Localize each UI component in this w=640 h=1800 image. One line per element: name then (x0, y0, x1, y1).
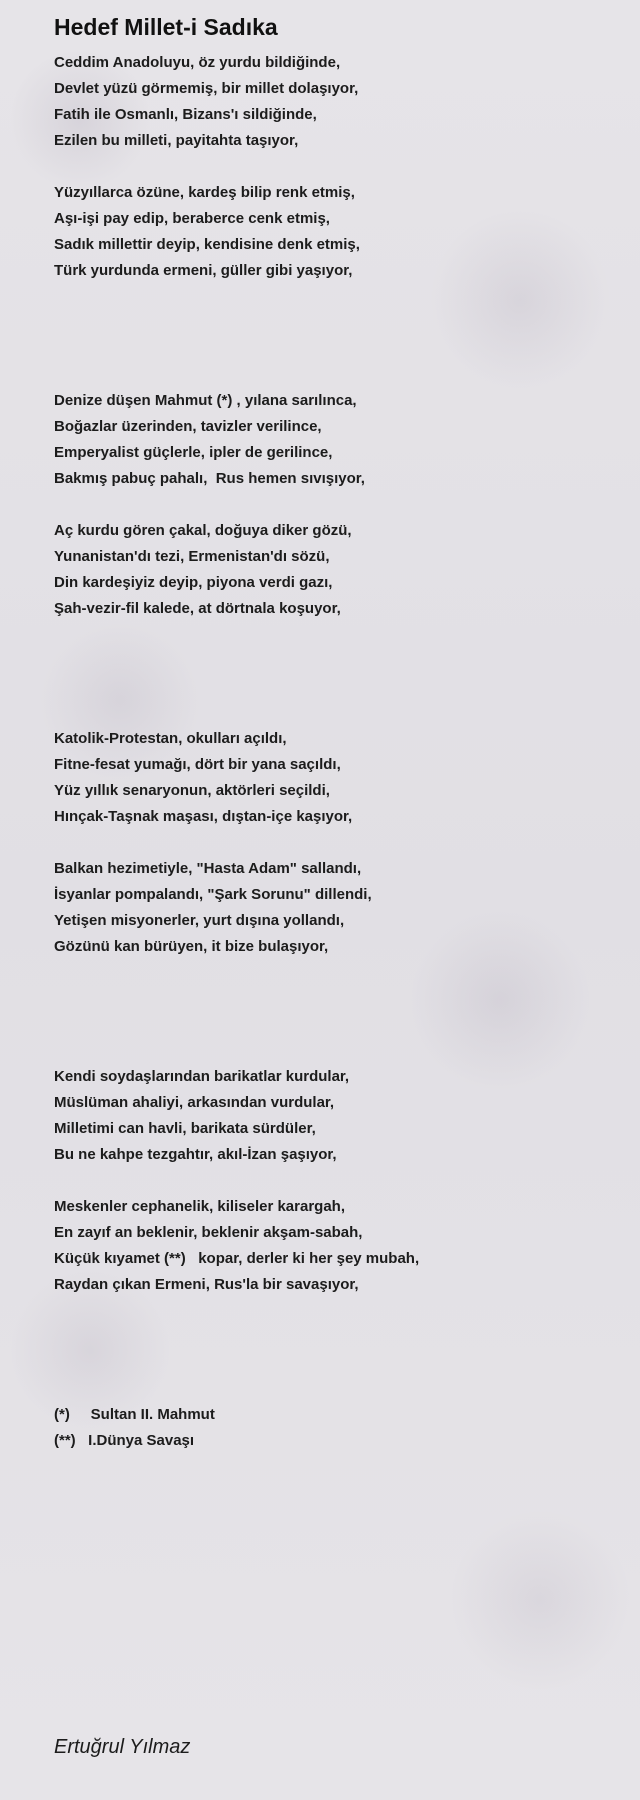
poem-line: Aşı-işi pay edip, beraberce cenk etmiş, (54, 210, 330, 227)
author-name: Ertuğrul Yılmaz (54, 1736, 191, 1758)
poem-line: Balkan hezimetiyle, "Hasta Adam" sallandı, (54, 860, 362, 877)
footnote: (**) I.Dünya Savaşı (54, 1432, 195, 1449)
poem-title: Hedef Millet-i Sadıka (54, 14, 278, 40)
poem-line: Emperyalist güçlerle, ipler de gerilince, (54, 444, 333, 461)
section-3 (54, 726, 614, 960)
section-4 (54, 1064, 614, 1298)
poem-line: İsyanlar pompalandı, "Şark Sorunu" dillendi, (54, 886, 372, 903)
poem-line: Raydan çıkan Ermeni, Rus'la bir savaşıyor, (54, 1276, 359, 1293)
section-2 (54, 388, 614, 622)
poem-line: Müslüman ahaliyi, arkasından vurdular, (54, 1094, 335, 1111)
poem-line: Aç kurdu gören çakal, doğuya diker gözü, (54, 522, 352, 539)
poem-line: Yüz yıllık senaryonun, aktörleri seçildi, (54, 782, 330, 799)
poem-line: Hınçak-Taşnak maşası, dıştan-içe kaşıyor, (54, 808, 353, 825)
stanza-3 (54, 388, 614, 492)
poem-line: Fatih ile Osmanlı, Bizans'ı sildiğinde, (54, 106, 317, 123)
poem-line: Yunanistan'dı tezi, Ermenistan'dı sözü, (54, 548, 330, 565)
poem-line: Şah-vezir-fil kalede, at dörtnala koşuyor, (54, 600, 341, 617)
stanza-4 (54, 518, 614, 622)
stanza-8 (54, 1194, 614, 1298)
poem-line: Yüzyıllarca özüne, kardeş bilip renk etmiş, (54, 184, 355, 201)
section-1 (54, 50, 614, 284)
stanza-6 (54, 856, 614, 960)
poem-line: Meskenler cephanelik, kiliseler karargah, (54, 1198, 345, 1215)
poem-line: Küçük kıyamet (**) kopar, derler ki her şey mubah, (54, 1250, 420, 1267)
poem-line: Bakmış pabuç pahalı, Rus hemen sıvışıyor, (54, 470, 365, 487)
poem-line: Yetişen misyonerler, yurt dışına yollandı, (54, 912, 345, 929)
poem-line: Boğazlar üzerinden, tavizler verilince, (54, 418, 322, 435)
poem-line: Gözünü kan bürüyen, it bize bulaşıyor, (54, 938, 329, 955)
poem-line: Devlet yüzü görmemiş, bir millet dolaşıyor, (54, 80, 359, 97)
stanza-2 (54, 180, 614, 284)
poem-line: En zayıf an beklenir, beklenir akşam-sabah, (54, 1224, 363, 1241)
poem-line: Denize düşen Mahmut (*) , yılana sarılınca, (54, 392, 357, 409)
poem-line: Türk yurdunda ermeni, güller gibi yaşıyor, (54, 262, 353, 279)
stanza-7 (54, 1064, 614, 1168)
stanza-1 (54, 50, 614, 154)
poem-line: Bu ne kahpe tezgahtır, akıl-İzan şaşıyor, (54, 1146, 337, 1163)
poem-page (54, 12, 614, 1454)
poem-line: Ezilen bu milleti, payitahta taşıyor, (54, 132, 299, 149)
footnotes (54, 1402, 614, 1454)
poem-line: Katolik-Protestan, okulları açıldı, (54, 730, 287, 747)
poem-line: Din kardeşiyiz deyip, piyona verdi gazı, (54, 574, 333, 591)
poem-line: Ceddim Anadoluyu, öz yurdu bildiğinde, (54, 54, 341, 71)
poem-line: Kendi soydaşlarından barikatlar kurdular, (54, 1068, 350, 1085)
stanza-5 (54, 726, 614, 830)
poem-line: Fitne-fesat yumağı, dört bir yana saçıldı, (54, 756, 341, 773)
poem-line: Milletimi can havli, barikata sürdüler, (54, 1120, 316, 1137)
footnote: (*) Sultan II. Mahmut (54, 1406, 215, 1423)
poem-line: Sadık millettir deyip, kendisine denk etmiş, (54, 236, 360, 253)
